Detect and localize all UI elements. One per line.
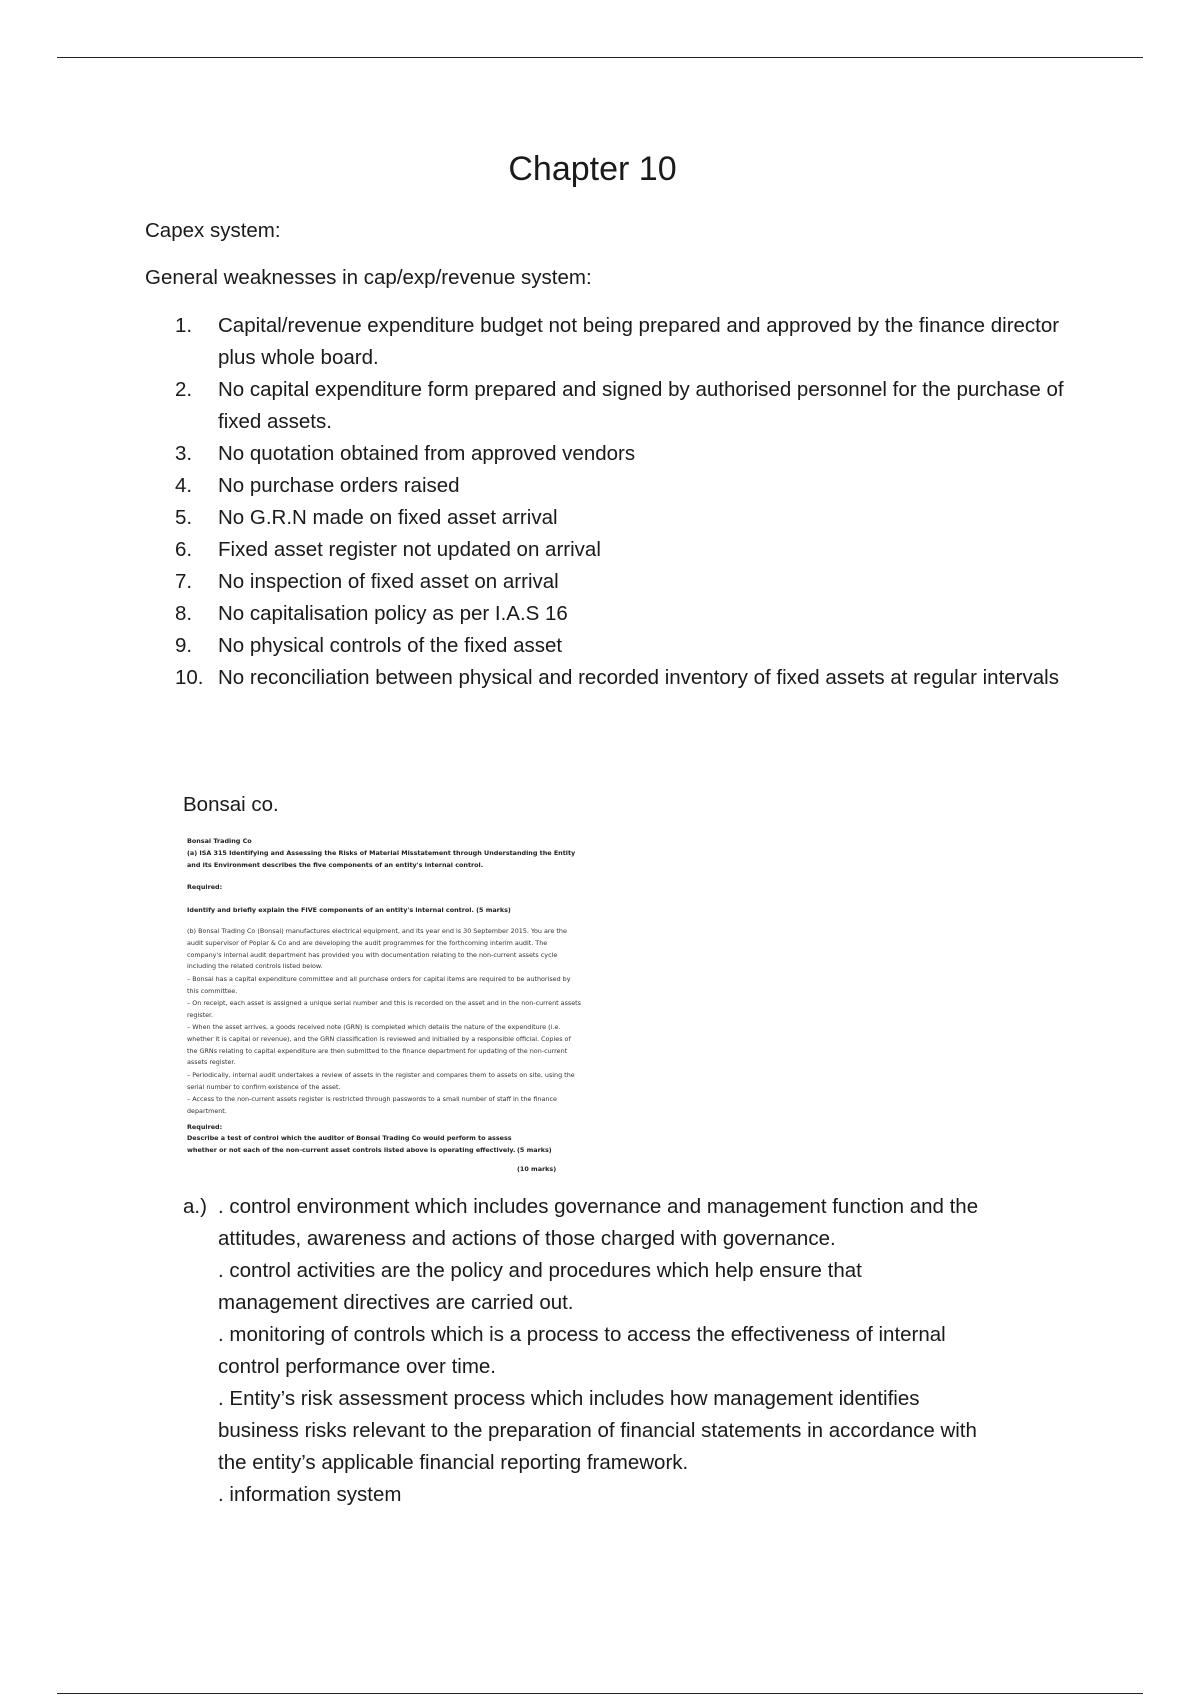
bottom-rule — [57, 1693, 1143, 1694]
answer-line: . control activities are the policy and procedures which help ensure that — [218, 1259, 862, 1282]
list-item-text: No inspection of fixed asset on arrival — [218, 570, 559, 593]
answer-line: attitudes, awareness and actions of those charged with governance. — [218, 1227, 836, 1250]
list-number: 10. — [175, 666, 204, 689]
question-control: – Access to the non-current assets register is restricted through passwords to a small number of staff in the finance department. — [187, 1095, 557, 1115]
list-item — [145, 598, 1075, 630]
question-control: – On receipt, each asset is assigned a unique serial number and this is recorded on the asset and in the non-current assets register. — [187, 999, 582, 1019]
question-control: – When the asset arrives, a goods received note (GRN) is completed which details the nature of the expenditure (i.e. whether it is capital or revenue), and the GRN classification is reviewed and initialled by a responsible official. Copies of the GRNs relating to capital expenditure are then submitted to the finance department for updating of the non-current assets register. — [187, 1023, 571, 1067]
list-number: 4. — [175, 474, 193, 497]
answer-line: . control environment which includes governance and management function and the — [218, 1195, 979, 1218]
question-part-a: (a) ISA 315 Identifying and Assessing the Risks of Material Misstatement through Understanding the Entity and its Environment describes the five components of an entity's internal control. — [187, 849, 576, 869]
answer-line: . information system — [218, 1483, 402, 1506]
question-control: – Bonsai has a capital expenditure committee and all purchase orders for capital items are required to be authorised by this committee. — [187, 975, 571, 995]
question-task-b: Describe a test of control which the auditor of Bonsai Trading Co would perform to assess whether or not each of the non-current asset controls listed above is operating effectively. — [187, 1134, 516, 1154]
answer-line: control performance over time. — [218, 1355, 497, 1378]
list-item-text: No physical controls of the fixed asset — [218, 634, 563, 657]
list-item-text: No reconciliation between physical and recorded inventory of fixed assets at regular intervals — [218, 666, 1059, 689]
answer-line: management directives are carried out. — [218, 1291, 574, 1314]
list-number: 1. — [175, 314, 193, 337]
list-item — [145, 502, 1075, 534]
list-item — [145, 534, 1075, 566]
question-task-a: Identify and briefly explain the FIVE components of an entity's internal control. (5 marks) — [187, 906, 511, 914]
question-heading: Bonsai Trading Co — [187, 837, 252, 845]
page-title: Chapter 10 — [508, 150, 677, 188]
answer-label: a.) — [183, 1195, 207, 1218]
list-item-text: No capitalisation policy as per I.A.S 16 — [218, 602, 568, 625]
question-control: – Periodically, internal audit undertakes a review of assets in the register and compares them to assets on site, using the serial number to confirm existence of the asset. — [187, 1071, 575, 1091]
list-item — [145, 438, 1075, 470]
list-number: 2. — [175, 378, 193, 401]
answer-section — [183, 1191, 1103, 1511]
list-item — [145, 566, 1075, 598]
general-weaknesses-heading: General weaknesses in cap/exp/revenue system: — [145, 266, 592, 289]
list-number: 9. — [175, 634, 193, 657]
list-number: 5. — [175, 506, 193, 529]
answer-line: the entity’s applicable financial reporting framework. — [218, 1451, 689, 1474]
list-item — [145, 374, 1075, 438]
question-required: Required: — [187, 883, 223, 891]
question-task-b-marks: (5 marks) — [517, 1146, 552, 1154]
list-item-text: No G.R.N made on fixed asset arrival — [218, 506, 558, 529]
list-item-text: Fixed asset register not updated on arrival — [218, 538, 601, 561]
question-image — [183, 834, 588, 1179]
answer-line: business risks relevant to the preparation of financial statements in accordance with — [218, 1419, 977, 1442]
list-item-text: No capital expenditure form prepared and signed by authorised personnel for the purchase of fixed assets. — [218, 378, 1064, 433]
question-required: Required: — [187, 1123, 223, 1131]
question-part-b-intro: (b) Bonsai Trading Co (Bonsai) manufactures electrical equipment, and its year end is 30 September 2015. You are the audit supervisor of Poplar & Co and are developing the audit programmes for the forthcoming interim audit. The company's internal audit department has provided you with documentation relating to the non-current assets cycle including the related controls listed below. — [187, 927, 567, 971]
list-number: 7. — [175, 570, 193, 593]
list-item-text: Capital/revenue expenditure budget not being prepared and approved by the finance director plus whole board. — [218, 314, 1060, 369]
list-number: 6. — [175, 538, 193, 561]
question-total-marks: (10 marks) — [517, 1165, 557, 1173]
list-number: 8. — [175, 602, 193, 625]
answer-line: . Entity’s risk assessment process which includes how management identifies — [218, 1387, 920, 1410]
list-item — [145, 310, 1075, 374]
weaknesses-list — [145, 310, 1075, 694]
top-rule — [57, 57, 1143, 58]
list-number: 3. — [175, 442, 193, 465]
answer-line: . monitoring of controls which is a process to access the effectiveness of internal — [218, 1323, 946, 1346]
list-item-text: No purchase orders raised — [218, 474, 460, 497]
capex-heading: Capex system: — [145, 219, 281, 242]
bonsai-heading: Bonsai co. — [183, 793, 279, 816]
list-item — [145, 470, 1075, 502]
list-item-text: No quotation obtained from approved vendors — [218, 442, 636, 465]
list-item — [145, 630, 1075, 662]
list-item — [145, 662, 1075, 694]
